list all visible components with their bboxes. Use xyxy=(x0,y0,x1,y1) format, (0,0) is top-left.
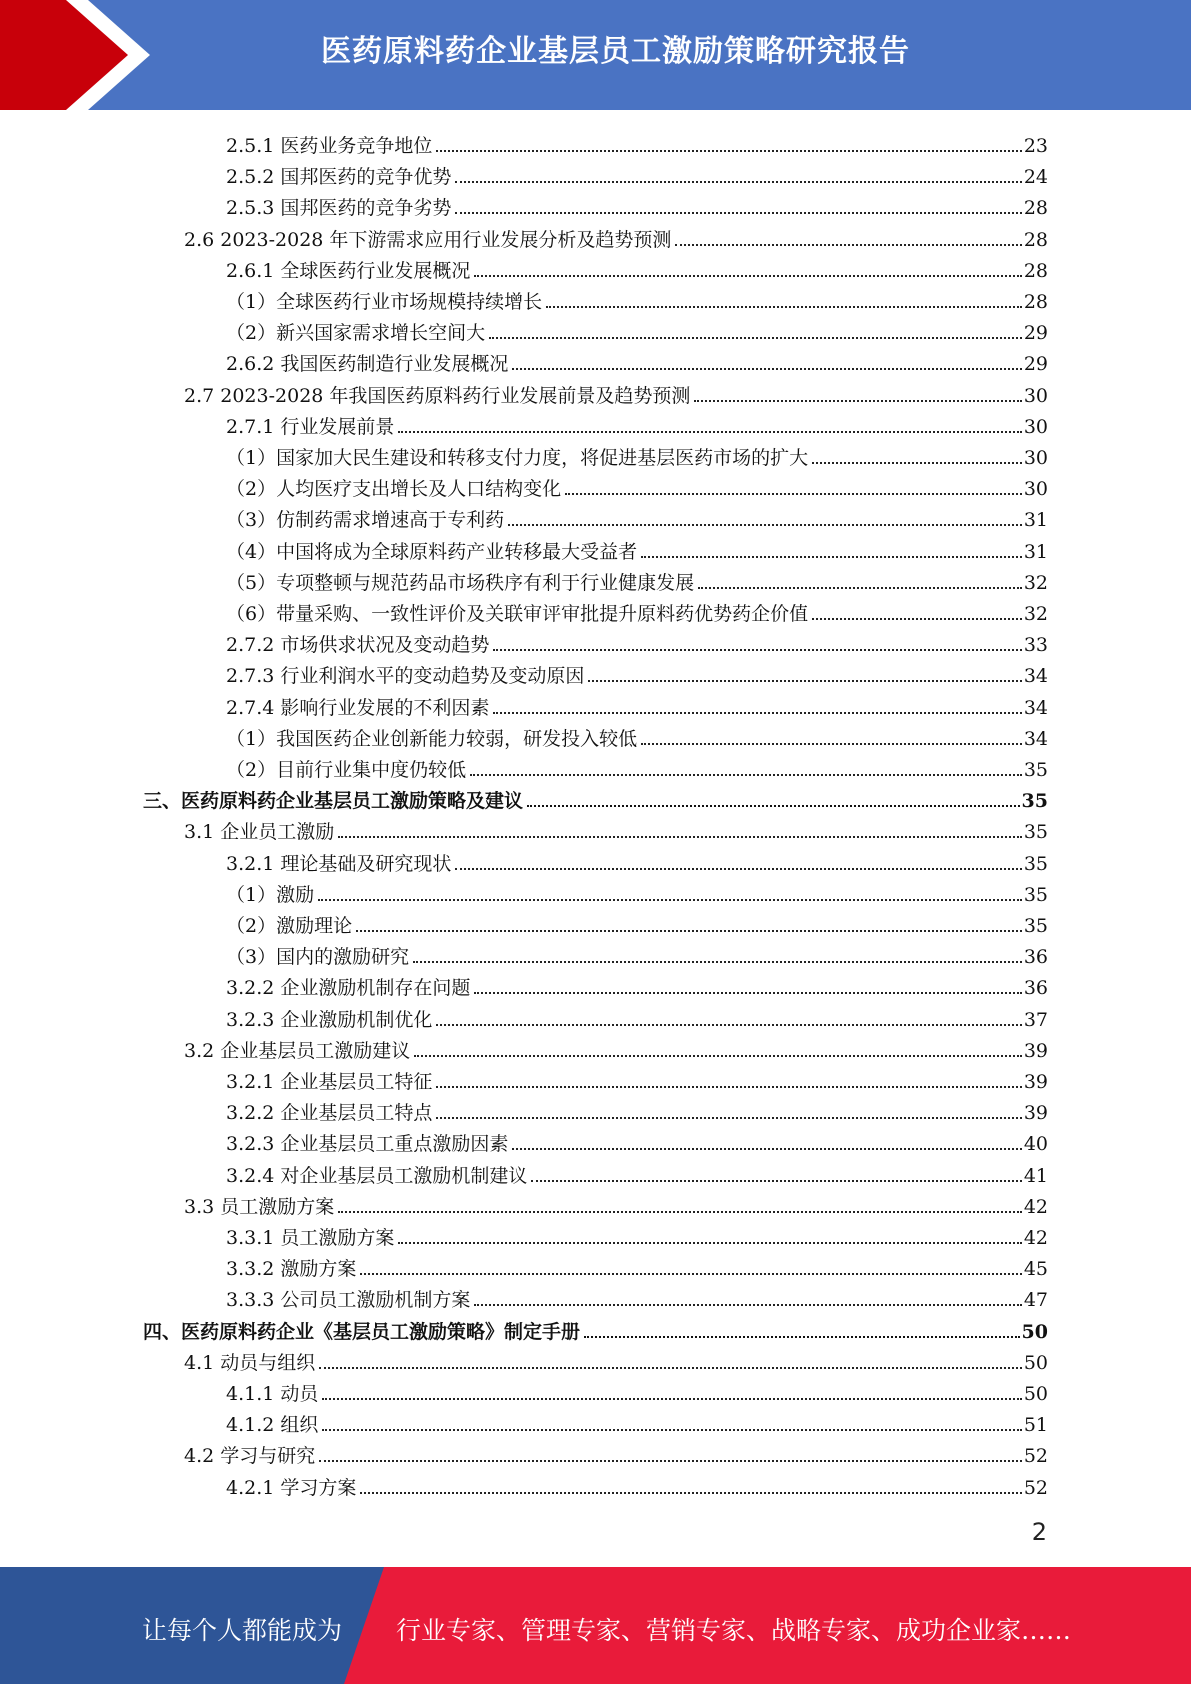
toc-dot-leader xyxy=(527,805,1020,807)
toc-dot-leader xyxy=(546,306,1022,308)
toc-entry-page: 37 xyxy=(1023,1008,1048,1031)
page-number: 2 xyxy=(1031,1518,1047,1546)
toc-entry[interactable] xyxy=(226,1250,1048,1281)
toc-dot-leader xyxy=(675,244,1021,246)
toc-entry-label: 3.2.4 对企业基层员工激励机制建议 xyxy=(226,1164,528,1187)
toc-dot-leader xyxy=(641,556,1022,558)
toc-entry-label: 2.5.2 国邦医药的竞争优势 xyxy=(226,166,452,189)
toc-entry-label: 2.7.4 影响行业发展的不利因素 xyxy=(226,696,490,719)
toc-entry-page: 35 xyxy=(1023,915,1048,937)
toc-entry[interactable] xyxy=(226,470,1048,501)
toc-entry-page: 35 xyxy=(1023,759,1048,781)
toc-entry-page: 29 xyxy=(1023,322,1048,345)
toc-dot-leader xyxy=(338,836,1022,838)
toc-dot-leader xyxy=(512,1148,1021,1150)
toc-entry-page: 29 xyxy=(1023,353,1048,376)
toc-entry[interactable] xyxy=(184,377,1048,408)
toc-entry-page: 30 xyxy=(1023,415,1048,438)
toc-entry-page: 39 xyxy=(1023,1102,1048,1125)
toc-entry-label: （4）中国将成为全球原料药产业转移最大受益者 xyxy=(226,540,638,563)
toc-entry-label: 3.2.2 企业激励机制存在问题 xyxy=(226,977,471,1000)
toc-entry-label: （3）仿制药需求增速高于专利药 xyxy=(226,509,505,532)
toc-dot-leader xyxy=(356,930,1022,932)
toc-entry-page: 34 xyxy=(1023,665,1048,688)
toc-entry[interactable] xyxy=(226,1375,1048,1406)
toc-entry-page: 36 xyxy=(1023,946,1048,969)
toc-entry-page: 52 xyxy=(1023,1445,1048,1468)
toc-dot-leader xyxy=(455,868,1021,870)
toc-entry[interactable] xyxy=(226,751,1048,782)
toc-entry-label: 3.2.2 企业基层员工特点 xyxy=(226,1102,433,1125)
toc-entry-page: 35 xyxy=(1023,821,1048,844)
toc-entry-label: 2.7.2 市场供求状况及变动趋势 xyxy=(226,634,490,657)
toc-dot-leader xyxy=(413,961,1022,963)
toc-entry[interactable] xyxy=(226,127,1048,158)
toc-entry[interactable] xyxy=(226,1094,1048,1125)
toc-entry-page: 50 xyxy=(1021,1320,1048,1343)
toc-entry-page: 33 xyxy=(1023,634,1048,657)
toc-entry-page: 24 xyxy=(1023,166,1048,189)
toc-entry[interactable] xyxy=(226,158,1048,189)
toc-entry-page: 30 xyxy=(1023,447,1048,469)
toc-entry-page: 34 xyxy=(1023,727,1048,750)
toc-dot-leader xyxy=(436,150,1021,152)
toc-entry-page: 35 xyxy=(1023,852,1048,875)
toc-entry-label: 3.3.3 公司员工激励机制方案 xyxy=(226,1289,471,1312)
toc-entry-label: 4.1.2 组织 xyxy=(226,1414,319,1437)
toc-entry-page: 32 xyxy=(1023,571,1048,594)
toc-dot-leader xyxy=(338,1211,1022,1213)
toc-entry[interactable] xyxy=(226,720,1048,751)
toc-entry[interactable] xyxy=(226,876,1048,907)
toc-entry-label: 四、医药原料药企业《基层员工激励策略》制定手册 xyxy=(143,1320,581,1343)
toc-entry[interactable] xyxy=(226,907,1048,938)
toc-entry-label: 2.7.1 行业发展前景 xyxy=(226,415,395,438)
toc-entry[interactable] xyxy=(226,408,1048,439)
toc-entry-label: 3.1 企业员工激励 xyxy=(184,821,335,844)
toc-entry[interactable] xyxy=(226,501,1048,532)
toc-dot-leader xyxy=(398,1242,1021,1244)
toc-dot-leader xyxy=(694,400,1021,402)
toc-entry-label: （1）全球医药行业市场规模持续增长 xyxy=(226,291,543,313)
toc-entry-label: 2.7.3 行业利润水平的变动趋势及变动原因 xyxy=(226,665,585,688)
toc-entry[interactable] xyxy=(184,1188,1048,1219)
toc-dot-leader xyxy=(584,1336,1020,1338)
toc-entry[interactable] xyxy=(184,1032,1048,1063)
toc-dot-leader xyxy=(398,431,1021,433)
toc-dot-leader xyxy=(319,1367,1022,1369)
toc-entry-label: 4.1 动员与组织 xyxy=(184,1351,316,1374)
toc-dot-leader xyxy=(493,649,1021,651)
toc-entry-label: （2）激励理论 xyxy=(226,915,353,937)
toc-entry-page: 35 xyxy=(1023,883,1048,906)
footer-slogan-right: 行业专家、管理专家、营销专家、战略专家、成功企业家…… xyxy=(396,1616,1072,1645)
toc-entry-page: 50 xyxy=(1023,1351,1048,1374)
toc-entry-label: （6）带量采购、一致性评价及关联审评审批提升原料药优势药企价值 xyxy=(226,603,809,625)
toc-dot-leader xyxy=(322,1429,1021,1431)
page-header xyxy=(0,0,1191,110)
toc-entry[interactable] xyxy=(226,1001,1048,1032)
toc-entry-label: 2.5.1 医药业务竞争地位 xyxy=(226,135,433,157)
toc-dot-leader xyxy=(812,462,1022,464)
toc-entry-label: （3）国内的激励研究 xyxy=(226,946,410,969)
toc-entry[interactable] xyxy=(226,345,1048,376)
toc-dot-leader xyxy=(474,275,1021,277)
toc-entry[interactable] xyxy=(226,845,1048,876)
toc-entry-label: 2.6 2023-2028 年下游需求应用行业发展分析及趋势预测 xyxy=(184,228,672,251)
toc-entry-page: 32 xyxy=(1023,603,1048,625)
toc-entry-page: 39 xyxy=(1023,1039,1048,1062)
toc-dot-leader xyxy=(455,181,1021,183)
toc-entry[interactable] xyxy=(184,221,1048,252)
toc-entry-page: 52 xyxy=(1023,1476,1048,1499)
toc-dot-leader xyxy=(489,337,1022,339)
toc-entry-label: 2.7 2023-2028 年我国医药原料药行业发展前景及趋势预测 xyxy=(184,384,691,407)
toc-entry-label: 三、医药原料药企业基层员工激励策略及建议 xyxy=(143,790,524,813)
toc-dot-leader xyxy=(360,1273,1021,1275)
toc-dot-leader xyxy=(319,1460,1022,1462)
toc-dot-leader xyxy=(322,1398,1021,1400)
toc-entry-page: 34 xyxy=(1023,696,1048,719)
toc-dot-leader xyxy=(512,368,1021,370)
toc-entry[interactable] xyxy=(226,1219,1048,1250)
toc-entry-page: 50 xyxy=(1023,1383,1048,1405)
toc-entry-label: 3.3.1 员工激励方案 xyxy=(226,1227,395,1249)
toc-entry-label: 4.2 学习与研究 xyxy=(184,1445,316,1468)
toc-entry-label: （2）目前行业集中度仍较低 xyxy=(226,759,467,781)
toc-entry-page: 40 xyxy=(1023,1133,1048,1156)
toc-dot-leader xyxy=(360,1492,1021,1494)
toc-entry[interactable] xyxy=(226,595,1048,626)
toc-dot-leader xyxy=(588,680,1021,682)
toc-entry-label: 3.3 员工激励方案 xyxy=(184,1195,335,1218)
toc-entry-page: 51 xyxy=(1023,1414,1048,1437)
toc-entry-page: 45 xyxy=(1023,1258,1048,1281)
toc-entry[interactable] xyxy=(226,1157,1048,1188)
toc-entry-label: 4.1.1 动员 xyxy=(226,1383,319,1405)
toc-dot-leader xyxy=(318,899,1022,901)
toc-dot-leader xyxy=(436,1024,1021,1026)
toc-entry[interactable] xyxy=(226,938,1048,969)
page-footer xyxy=(0,1567,1191,1684)
toc-entry-page: 30 xyxy=(1023,478,1048,501)
toc-entry[interactable] xyxy=(226,564,1048,595)
toc-entry-page: 42 xyxy=(1023,1195,1048,1218)
toc-dot-leader xyxy=(436,1117,1021,1119)
toc-entry-label: （2）新兴国家需求增长空间大 xyxy=(226,322,486,345)
toc-entry[interactable] xyxy=(226,1469,1048,1500)
toc-dot-leader xyxy=(508,524,1022,526)
toc-entry-page: 28 xyxy=(1023,197,1048,220)
toc-entry[interactable] xyxy=(226,657,1048,688)
footer-slogan-left: 让每个人都能成为 xyxy=(142,1616,343,1645)
toc-entry[interactable] xyxy=(226,1063,1048,1094)
toc-entry-label: 2.5.3 国邦医药的竞争劣势 xyxy=(226,197,452,220)
toc-entry-label: （2）人均医疗支出增长及人口结构变化 xyxy=(226,478,562,501)
toc-dot-leader xyxy=(698,587,1022,589)
toc-dot-leader xyxy=(455,212,1021,214)
toc-entry-page: 35 xyxy=(1021,790,1048,813)
toc-entry[interactable] xyxy=(226,1406,1048,1437)
toc-entry-page: 41 xyxy=(1023,1164,1048,1187)
toc-dot-leader xyxy=(812,618,1022,620)
toc-entry-label: （1）我国医药企业创新能力较弱，研发投入较低 xyxy=(226,727,638,750)
toc-entry[interactable] xyxy=(143,782,1048,813)
toc-entry-page: 36 xyxy=(1023,977,1048,1000)
toc-dot-leader xyxy=(641,743,1022,745)
toc-entry[interactable] xyxy=(226,533,1048,564)
toc-dot-leader xyxy=(470,774,1022,776)
toc-entry[interactable] xyxy=(184,1437,1048,1468)
report-title: 医药原料药企业基层员工激励策略研究报告 xyxy=(321,34,910,69)
toc-dot-leader xyxy=(436,1086,1021,1088)
toc-entry[interactable] xyxy=(226,283,1048,314)
toc-dot-leader xyxy=(414,1055,1022,1057)
toc-entry-label: 3.2 企业基层员工激励建议 xyxy=(184,1039,411,1062)
toc-entry-page: 28 xyxy=(1023,228,1048,251)
toc-entry[interactable] xyxy=(226,626,1048,657)
toc-entry[interactable] xyxy=(226,189,1048,220)
toc-entry-page: 42 xyxy=(1023,1227,1048,1249)
toc-entry-label: 3.2.1 企业基层员工特征 xyxy=(226,1071,433,1093)
toc-dot-leader xyxy=(474,992,1021,994)
toc-entry-page: 47 xyxy=(1023,1289,1048,1312)
toc-entry-page: 28 xyxy=(1023,291,1048,313)
toc-entry-label: 4.2.1 学习方案 xyxy=(226,1476,357,1499)
toc-entry-label: 3.2.3 企业基层员工重点激励因素 xyxy=(226,1133,509,1156)
toc-entry-page: 28 xyxy=(1023,259,1048,282)
toc-entry[interactable] xyxy=(143,1313,1048,1344)
toc-entry[interactable] xyxy=(184,813,1048,844)
toc-entry-label: （5）专项整顿与规范药品市场秩序有利于行业健康发展 xyxy=(226,571,695,594)
toc-entry-page: 31 xyxy=(1023,540,1048,563)
toc-entry[interactable] xyxy=(226,252,1048,283)
toc-entry-label: 3.2.1 理论基础及研究现状 xyxy=(226,852,452,875)
toc-entry[interactable] xyxy=(226,969,1048,1000)
toc-dot-leader xyxy=(531,1180,1021,1182)
toc-dot-leader xyxy=(474,1304,1021,1306)
toc-entry[interactable] xyxy=(226,689,1048,720)
toc-entry-page: 23 xyxy=(1023,135,1048,157)
toc-entry-page: 39 xyxy=(1023,1071,1048,1093)
toc-entry-label: 2.6.2 我国医药制造行业发展概况 xyxy=(226,353,509,376)
toc-entry[interactable] xyxy=(226,314,1048,345)
toc-entry[interactable] xyxy=(226,1281,1048,1312)
toc-entry-page: 31 xyxy=(1023,509,1048,532)
toc-entry[interactable] xyxy=(226,1125,1048,1156)
toc-dot-leader xyxy=(493,712,1021,714)
toc-entry-label: （1）国家加大民生建设和转移支付力度，将促进基层医药市场的扩大 xyxy=(226,447,809,469)
toc-entry[interactable] xyxy=(226,439,1048,470)
toc-dot-leader xyxy=(565,493,1022,495)
toc-entry-label: 2.6.1 全球医药行业发展概况 xyxy=(226,259,471,282)
toc-entry-label: （1）激励 xyxy=(226,883,315,906)
toc-entry-page: 30 xyxy=(1023,384,1048,407)
toc-entry-label: 3.2.3 企业激励机制优化 xyxy=(226,1008,433,1031)
toc-entry[interactable] xyxy=(184,1344,1048,1375)
toc-entry-label: 3.3.2 激励方案 xyxy=(226,1258,357,1281)
